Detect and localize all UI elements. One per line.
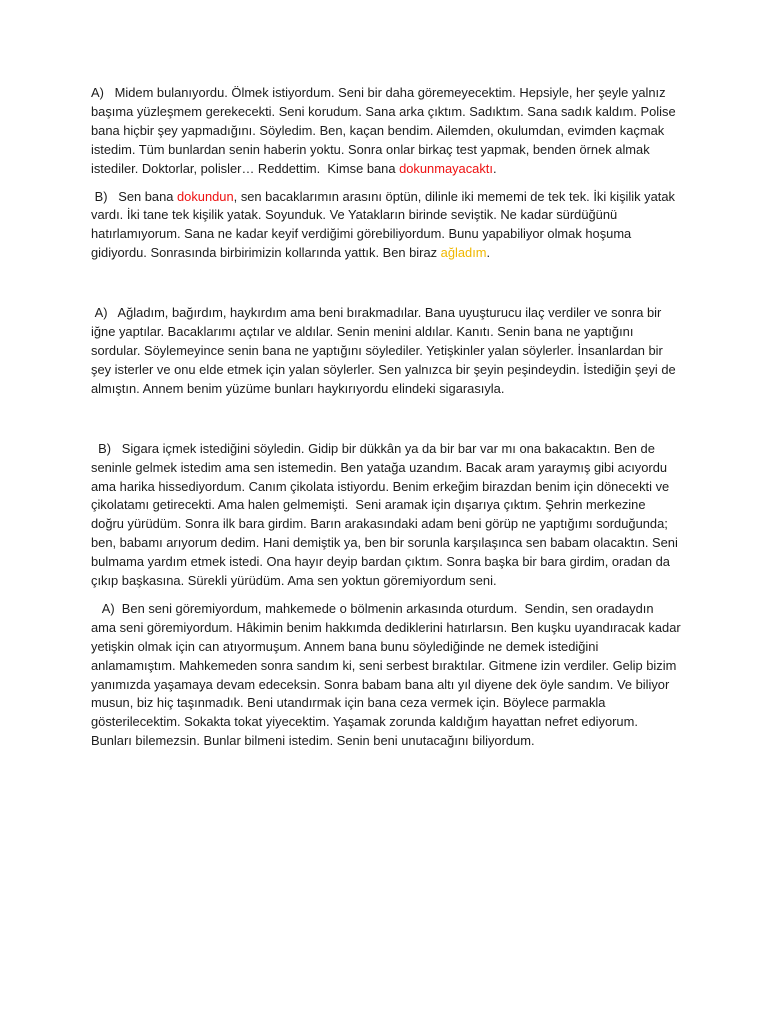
document-body xyxy=(91,84,685,751)
paragraph-p3 xyxy=(91,304,681,399)
paragraph-text: B) Sigara içmek istediğini söyledin. Gidip bir dükkân ya da bir bar var mı ona bakacaktın. Ben de seninle gelmek istedim ama sen istemedin. Ben yatağa uzandım. Bacak aram yaraymış gibi acıyordu ama harika hissediyordum. Canım çikolata istiyordu. Benim erkeğim birazdan benim için dönecekti ve çikolatamı getirecekti. Ama halen gelmemişti. Seni aramak için dışarıya çıktım. Şehrin merkezine doğru yürüdüm. Sonra ilk bara girdim. Barın arakasındaki adam beni görüp ne yaptığımı sorduğunda; ben, babamı arıyorum dedim. Hani demiştik ya, ben bir sorunla karşılaşınca sen babam olacaktın. Seni bulmama yardım etmek istedi. Ona hayır deyip bardan çıktım. Sonra başka bir bara girdim, oradan da çıkıp başkasına. Sürekli yürüdüm. Ama sen yoktun göremiyordum seni. xyxy=(91,440,682,589)
paragraph-text: . xyxy=(486,245,491,261)
highlighted-word: dokunmayacaktı xyxy=(399,160,493,176)
paragraph-text: A) Ağladım, bağırdım, haykırdım ama beni bırakmadılar. Bana uyuşturucu ilaç verdiler ve sonra bir iğne yaptılar. Bacaklarımı açtılar ve aldılar. Senin menini aldılar. Kanıtı. Senin bana ne yaptığını sordular. Söylemeyince senin bana ne yaptığını söylediler. Yetişkinler yalan söylerler. İnsanlardan bir şey isterler ve onu elde etmek için yalan söylerler. Sen yalnızca bir şeyin peşindeydin. İstediğin şeyi de almıştın. Annem benim yüzüme bunları haykırıyordu elindeki sigarasıyla. xyxy=(91,305,680,396)
paragraph-text: B) Sen bana xyxy=(91,188,178,204)
paragraph-p4 xyxy=(91,440,681,591)
paragraph-text: A) Ben seni göremiyordum, mahkemede o bölmenin arkasında oturdum. Sendin, sen oradaydın ama seni göremiyordum. Hâkimin benim hakkımda dediklerini hatırlarsın. Ben kuşku uyandıracak kadar yetişkin olmak için can atıyormuşum. Annem bana bunu söylediğinde ne demek istediğini anlamamıştım. Mahkemeden sonra sandım ki, seni serbest bıraktılar. Gitmene izin verdiler. Gelip bizim yanımızda yaşamaya devam edeceksin. Sonra babam bana altı yıl diyene dek öyle sandım. Ve biliyor musun, biz hiç taşınmadık. Beni utandırmak için bana ceza vermek için. Böylece parmakla gösterilecektim. Sokakta tokat yiyecektim. Yaşamak zorunda kaldığım hayattan nefret ediyorum. Bunları bilemezsin. Bunlar bilmeni istedim. Senin beni unutacağını biliyordum. xyxy=(91,600,685,749)
paragraph-p5 xyxy=(91,600,685,751)
highlighted-word: dokundun xyxy=(177,188,234,204)
paragraph-text: , sen bacaklarımın arasını öptün, dilinle iki mememi de tek tek. İki kişilik yatak vardı. İki tane tek kişilik yatak. Soyunduk. Ve Yatakların birinde seviştik. Ne kadar sürdüğünü hatırlamıyorum. Sana ne kadar keyif verdiğimi görebiliyordum. Bunu yapabiliyor olmak hoşuma gidiyordu. Sonrasında birbirimizin kollarında yattık. Ben biraz xyxy=(91,188,679,261)
paragraph-p1 xyxy=(91,84,681,179)
paragraph-p2 xyxy=(91,188,681,264)
paragraph-text: . xyxy=(492,160,497,176)
paragraph-text: A) Midem bulanıyordu. Ölmek istiyordum. Seni bir daha göremeyecektim. Hepsiyle, her şeyle yalnız başıma yüzleşmem gerekecekti. Seni korudum. Sana arka çıktım. Sadıktım. Sana sadık kaldım. Polise bana hiçbir şey yapmadığını. Söyledim. Ben, kaçan bendim. Ailemden, okulumdan, evimden kaçmak istedim. Tüm bunlardan senin haberin yoktu. Sonra onlar birkaç test yapmak, benden örnek almak istediler. Doktorlar, polisler… Reddettim. Kimse bana xyxy=(91,85,680,176)
highlighted-word: ağladım xyxy=(440,245,487,261)
